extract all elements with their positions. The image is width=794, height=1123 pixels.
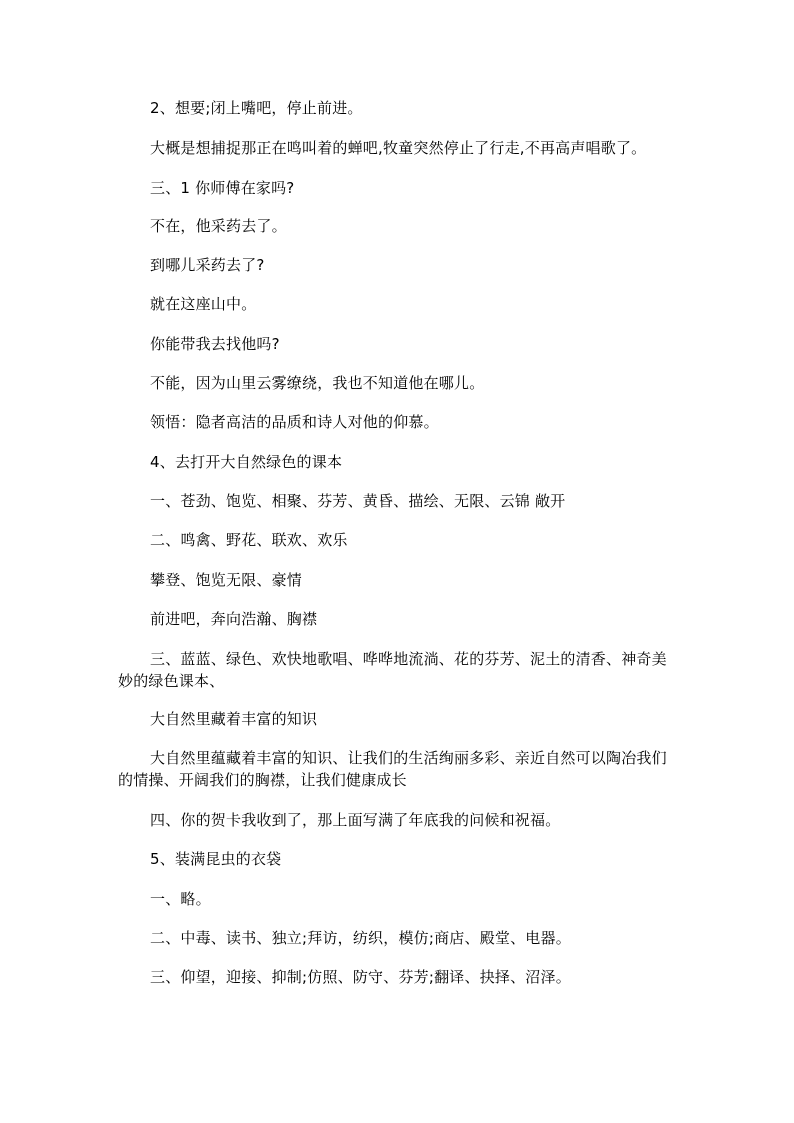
- text-line: 2、想要;闭上嘴吧，停止前进。: [150, 99, 363, 117]
- text-line: 大自然里藏着丰富的知识: [150, 710, 318, 728]
- text-paragraph: 大自然里蕴藏着丰富的知识、让我们的生活绚丽多彩、亲近自然可以陶冶我们的情操、开阔我们的胸襟，让我们健康成长: [118, 749, 667, 789]
- text-line: 二、中毒、读书、独立;拜访，纺织，模仿;商店、殿堂、电器。: [150, 929, 571, 947]
- text-line: 一、略。: [150, 890, 211, 908]
- text-line: 到哪儿采药去了?: [150, 256, 265, 274]
- text-paragraph: 三、蓝蓝、绿色、欢快地歌唱、哗哗地流淌、花的芬芳、泥土的清香、神奇美妙的绿色课本、: [118, 650, 667, 690]
- text-line: 前进吧，奔向浩瀚、胸襟: [150, 610, 318, 628]
- text-line: 领悟：隐者高洁的品质和诗人对他的仰慕。: [150, 413, 439, 431]
- text-line: 三、仰望，迎接、抑制;仿照、防守、芬芳;翻译、抉择、沼泽。: [150, 968, 571, 986]
- text-line: 一、苍劲、饱览、相聚、芬芳、黄昏、描绘、无限、云锦 敞开: [150, 492, 566, 510]
- text-line: 你能带我去找他吗?: [150, 335, 280, 353]
- text-line: 攀登、饱览无限、豪情: [150, 571, 303, 589]
- text-line: 四、你的贺卡我收到了，那上面写满了年底我的问候和祝福。: [150, 811, 561, 829]
- text-line: 二、鸣禽、野花、联欢、欢乐: [150, 531, 348, 549]
- text-line: 就在这座山中。: [150, 295, 257, 313]
- text-line: 5、装满昆虫的衣袋: [150, 850, 282, 868]
- text-line: 不能，因为山里云雾缭绕，我也不知道他在哪儿。: [150, 374, 485, 392]
- text-line: 不在，他采药去了。: [150, 217, 287, 235]
- text-line: 三、1 你师傅在家吗?: [150, 179, 295, 197]
- text-line: 大概是想捕捉那正在鸣叫着的蝉吧,牧童突然停止了行走,不再高声唱歌了。: [150, 139, 647, 157]
- text-line: 4、去打开大自然绿色的课本: [150, 453, 343, 471]
